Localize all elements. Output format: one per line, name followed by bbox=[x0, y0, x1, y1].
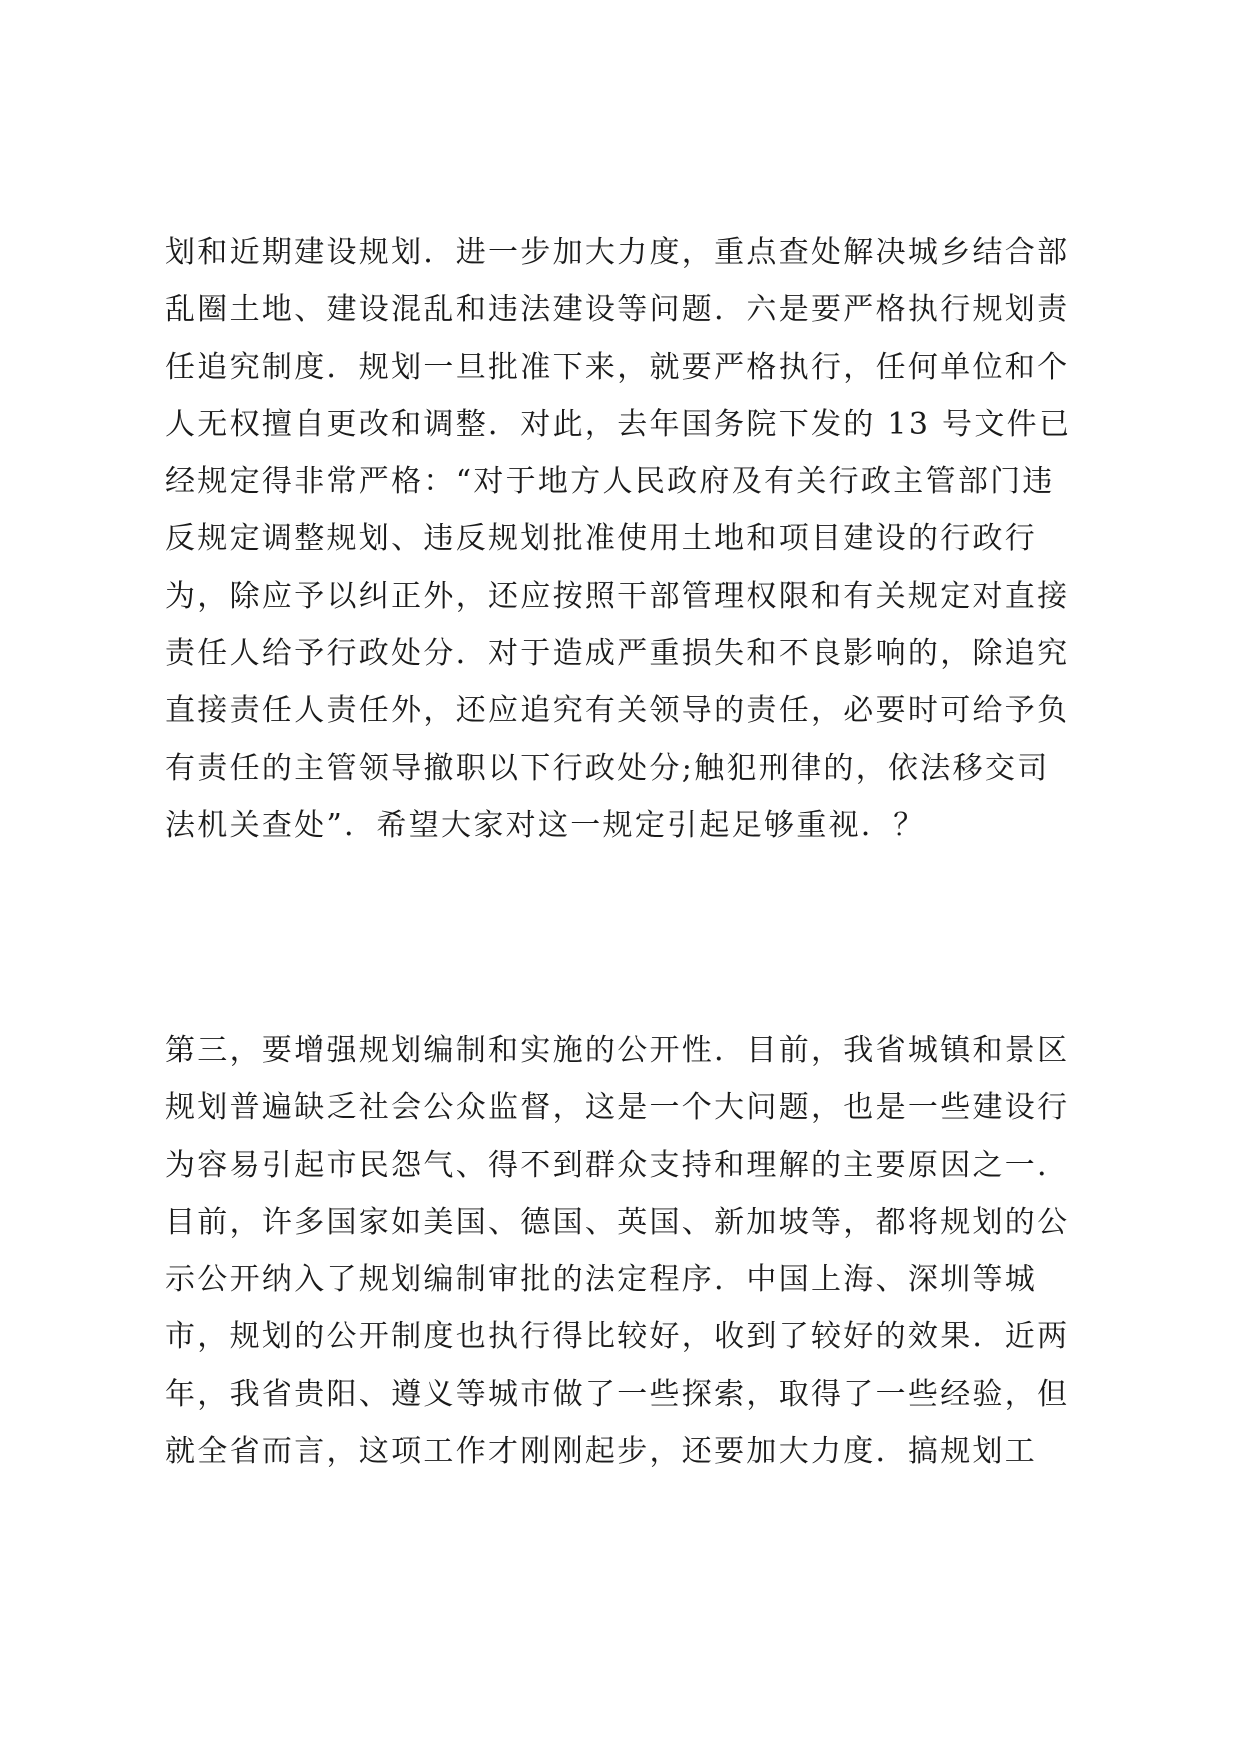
text-line: 反规定调整规划、违反规划批准使用土地和项目建设的行政行 bbox=[165, 521, 1038, 557]
text-line: 划和近期建设规划．进一步加大力度，重点查处解决城乡结合部 bbox=[165, 235, 1070, 270]
text-line: 为容易引起市民怨气、得不到群众支持和理解的主要原因之一． bbox=[165, 1147, 1070, 1183]
text-line: 任追究制度．规划一旦批准下来，就要严格执行，任何单位和个 bbox=[165, 349, 1070, 385]
text-line: 人无权擅自更改和调整．对此，去年国务院下发的 13 号文件已 bbox=[165, 406, 1072, 442]
text-line: 示公开纳入了规划编制审批的法定程序．中国上海、深圳等城 bbox=[165, 1262, 1038, 1298]
text-line: 经规定得非常严格：“对于地方人民政府及有关行政主管部门违 bbox=[165, 464, 1055, 500]
paragraph-2 bbox=[165, 1022, 1095, 1480]
text-line: 就全省而言，这项工作才刚刚起步，还要加大力度．搞规划工 bbox=[165, 1434, 1038, 1470]
text-line: 为，除应予以纠正外，还应按照干部管理权限和有关规定对直接 bbox=[165, 578, 1070, 614]
text-line: 市，规划的公开制度也执行得比较好，收到了较好的效果．近两 bbox=[165, 1319, 1070, 1355]
paragraph-1 bbox=[165, 224, 1095, 854]
text-line: 责任人给予行政处分．对于造成严重损失和不良影响的，除追究 bbox=[165, 636, 1070, 672]
text-line: 乱圈土地、建设混乱和违法建设等问题．六是要严格执行规划责 bbox=[165, 292, 1070, 328]
text-line: 第三，要增强规划编制和实施的公开性．目前，我省城镇和景区 bbox=[165, 1033, 1070, 1068]
text-line: 直接责任人责任外，还应追究有关领导的责任，必要时可给予负 bbox=[165, 693, 1070, 729]
text-line: 规划普遍缺乏社会公众监督，这是一个大问题，也是一些建设行 bbox=[165, 1090, 1070, 1126]
text-line: 目前，许多国家如美国、德国、英国、新加坡等，都将规划的公 bbox=[165, 1204, 1070, 1240]
text-line: 年，我省贵阳、遵义等城市做了一些探索，取得了一些经验，但 bbox=[165, 1376, 1070, 1412]
text-line: 法机关查处”．希望大家对这一规定引起足够重视．？ bbox=[165, 807, 926, 843]
text-line: 有责任的主管领导撤职以下行政处分;触犯刑律的，依法移交司 bbox=[165, 750, 1050, 786]
